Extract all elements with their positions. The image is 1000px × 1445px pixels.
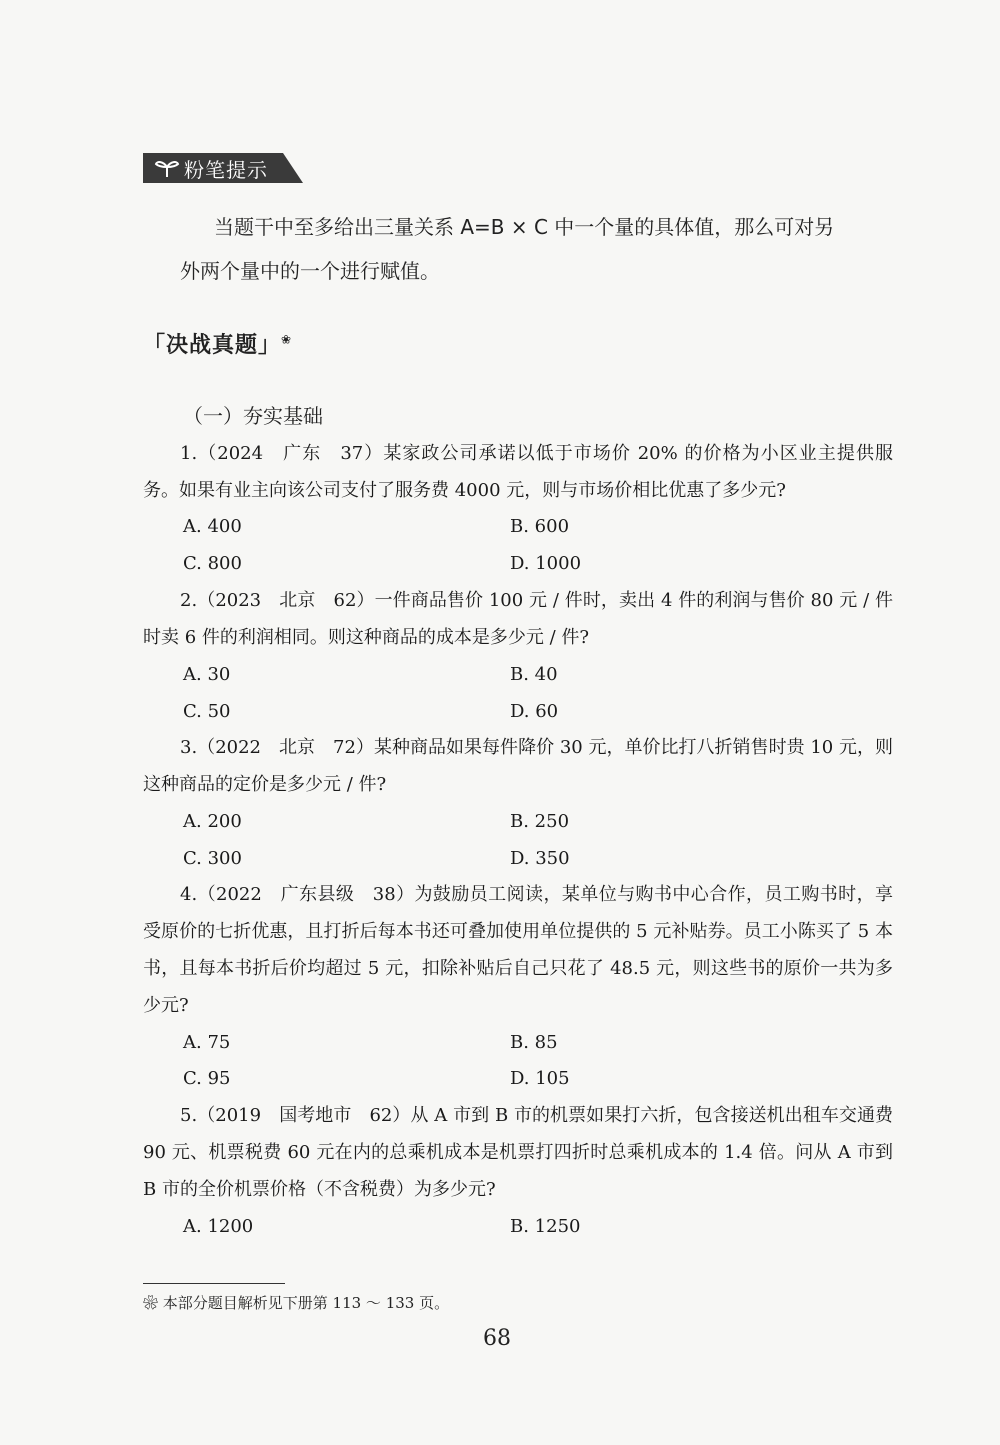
question-5-option-a: A. 1200	[183, 1216, 254, 1237]
question-2-option-b: B. 40	[510, 664, 558, 685]
question-5-option-b: B. 1250	[510, 1216, 581, 1237]
subsection-title: （一）夯实基础	[183, 404, 323, 428]
question-4-option-b: B. 85	[510, 1032, 558, 1053]
question-5-text: 5.（2019 国考地市 62）从 A 市到 B 市的机票如果打六折，包含接送机出租车交通费 90 元、机票税费 60 元在内的总乘机成本是机票打四折时总乘机成本的 1.4 倍。问从 A 市到 B 市的全价机票价格（不含税费）为多少元?	[143, 1105, 893, 1200]
question-3-option-a: A. 200	[183, 811, 242, 832]
question-2-text: 2.（2023 北京 62）一件商品售价 100 元 / 件时，卖出 4 件的利润与售价 80 元 / 件时卖 6 件的利润相同。则这种商品的成本是多少元 / 件?	[143, 590, 893, 648]
tip-label: 粉笔提示	[184, 158, 268, 182]
question-3-option-c: C. 300	[183, 848, 242, 869]
question-1-option-d: D. 1000	[510, 553, 582, 574]
question-4-option-c: C. 95	[183, 1068, 231, 1089]
question-3-option-d: D. 350	[510, 848, 570, 869]
footnote: ❀ 本部分题目解析见下册第 113 ～ 133 页。	[143, 1294, 450, 1312]
question-4-text: 4.（2022 广东县级 38）为鼓励员工阅读，某单位与购书中心合作，员工购书时，享受原价的七折优惠，且打折后每本书还可叠加使用单位提供的 5 元补贴券。员工小陈买了 5 本书，且每本书折后价均超过 5 元，扣除补贴后自己只花了 48.5 元，则这些书的原价一共为多少元?	[143, 884, 893, 1016]
question-3-text: 3.（2022 北京 72）某种商品如果每件降价 30 元，单价比打八折销售时贵 10 元，则这种商品的定价是多少元 / 件?	[143, 737, 893, 795]
question-4-option-a: A. 75	[183, 1032, 231, 1053]
flower-icon: ❀	[281, 332, 293, 347]
tip-text-line1: 当题干中至多给出三量关系 A=B × C 中一个量的具体值，那么可对另	[214, 215, 835, 239]
question-2-option-d: D. 60	[510, 701, 559, 722]
question-1-text: 1.（2024 广东 37）某家政公司承诺以低于市场价 20% 的价格为小区业主提供服务。如果有业主向该公司支付了服务费 4000 元，则与市场价相比优惠了多少元?	[143, 443, 893, 501]
question-2-option-c: C. 50	[183, 701, 231, 722]
question-1-option-a: A. 400	[183, 516, 242, 537]
question-2-option-a: A. 30	[183, 664, 231, 685]
question-4-option-d: D. 105	[510, 1068, 570, 1089]
tip-text-line2: 外两个量中的一个进行赋值。	[180, 259, 440, 283]
question-1-option-c: C. 800	[183, 553, 242, 574]
footnote-rule	[143, 1283, 285, 1284]
question-1-option-b: B. 600	[510, 516, 570, 537]
section-title	[143, 328, 292, 359]
question-3-option-b: B. 250	[510, 811, 570, 832]
section-title-text: 「决战真题」	[143, 333, 282, 358]
page-number: 68	[483, 1326, 511, 1351]
